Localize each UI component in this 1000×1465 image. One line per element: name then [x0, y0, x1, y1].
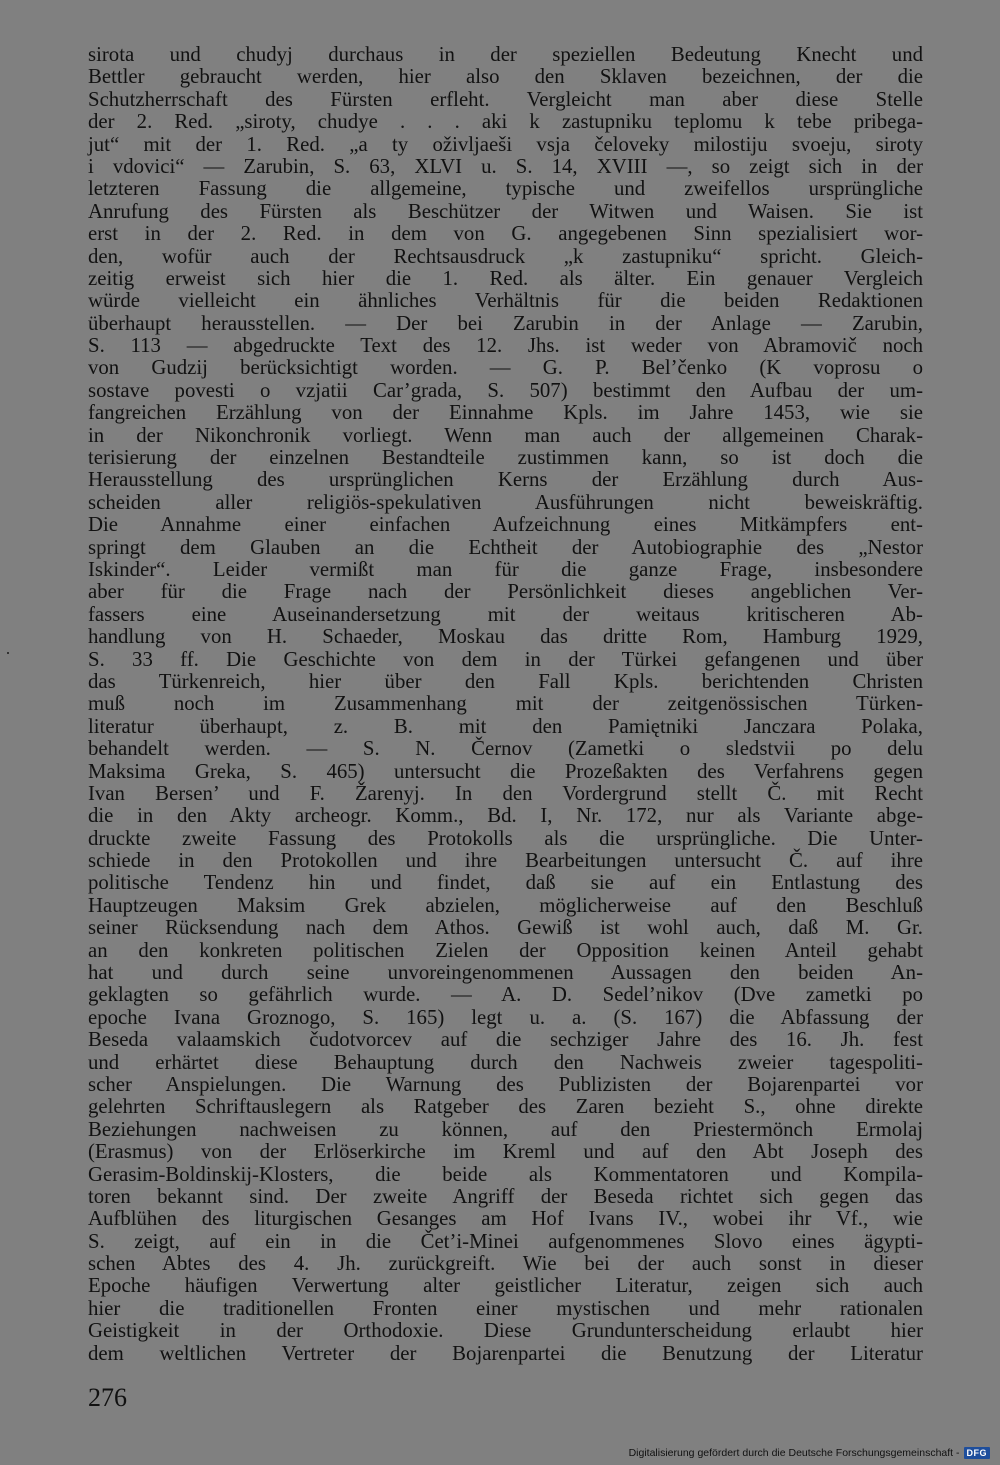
text-line: Herausstellung des ursprünglichen Kerns der Erzählung durch Aus-: [88, 468, 923, 492]
text-line: Die Annahme einer einfachen Aufzeichnung eines Mitkämpfers ent-: [88, 513, 923, 537]
dfg-logo-icon: DFG: [964, 1447, 991, 1459]
text-line: Maksima Greka, S. 465) untersucht die Prozeßakten des Verfahrens gegen: [88, 759, 923, 783]
text-line: Geistigkeit in der Orthodoxie. Diese Grundunterscheidung erlaubt hier: [88, 1319, 923, 1343]
text-line: jut“ mit der 1. Red. „a ty oživljaeši vsja čeloveky milostiju svoeju, siroty: [88, 132, 923, 156]
body-text: [88, 44, 923, 1365]
text-line: sostave povesti o vzjatii Car’grada, S. 507) bestimmt den Aufbau der um-: [88, 378, 923, 402]
text-line: zeitig erweist sich hier die 1. Red. als älter. Ein genauer Vergleich: [88, 266, 923, 290]
text-line: politische Tendenz hin und findet, daß sie auf ein Entlastung des: [88, 871, 923, 895]
text-line: das Türkenreich, hier über den Fall Kpls. berichtenden Christen: [88, 669, 923, 693]
text-line: Schutzherrschaft des Fürsten erfleht. Vergleicht man aber diese Stelle: [88, 87, 923, 111]
page-number: 276: [88, 1383, 127, 1412]
text-line: seiner Rücksendung nach dem Athos. Gewiß ist wohl auch, daß M. Gr.: [88, 916, 923, 940]
digitization-footer: [629, 1447, 990, 1459]
text-line: S. zeigt, auf ein in die Čet’i-Minei aufgenommenes Slovo eines ägypti-: [88, 1229, 923, 1253]
text-line: überhaupt herausstellen. — Der bei Zarubin in der Anlage — Zarubin,: [88, 311, 923, 335]
text-line: literatur überhaupt, z. B. mit den Pamiętniki Janczara Polaka,: [88, 714, 923, 738]
text-line: Gerasim-Boldinskij-Klosters, die beide als Kommentatoren und Kompila-: [88, 1162, 923, 1186]
text-line: dem weltlichen Vertreter der Bojarenpartei die Benutzung der Literatur: [88, 1341, 923, 1365]
text-line: Beseda valaamskich čudotvorcev auf die sechziger Jahre des 16. Jh. fest: [88, 1028, 923, 1052]
text-line: aber für die Frage nach der Persönlichkeit dieses angeblichen Ver-: [88, 580, 923, 604]
text-line: und erhärtet diese Behauptung durch den Nachweis zweier tagespoliti-: [88, 1050, 923, 1074]
text-line: die in den Akty archeogr. Komm., Bd. I, Nr. 172, nur als Variante abge-: [88, 804, 923, 828]
text-line: an den konkreten politischen Zielen der Opposition keinen Anteil gehabt: [88, 938, 923, 962]
text-line: toren bekannt sind. Der zweite Angriff der Beseda richtet sich gegen das: [88, 1184, 923, 1208]
text-line: den, wofür auch der Rechtsausdruck „k zastupniku“ spricht. Gleich-: [88, 244, 923, 268]
text-line: Beziehungen nachweisen zu können, auf den Priestermönch Ermolaj: [88, 1117, 923, 1141]
text-line: Iskinder“. Leider vermißt man für die ganze Frage, insbesondere: [88, 557, 923, 581]
text-line: erst in der 2. Red. in dem von G. angegebenen Sinn spezialisiert wor-: [88, 222, 923, 246]
text-line: hier die traditionellen Fronten einer mystischen und mehr rationalen: [88, 1296, 923, 1320]
text-line: sirota und chudyj durchaus in der speziellen Bedeutung Knecht und: [88, 43, 923, 66]
text-line: scher Anspielungen. Die Warnung des Publizisten der Bojarenpartei vor: [88, 1072, 923, 1096]
text-line: Hauptzeugen Maksim Grek abzielen, möglicherweise auf den Beschluß: [88, 893, 923, 917]
text-line: i vdovici“ — Zarubin, S. 63, XLVI u. S. 14, XVIII —, so zeigt sich in der: [88, 154, 923, 178]
footer-text: Digitalisierung gefördert durch die Deutsche Forschungsgemeinschaft -: [628, 1447, 960, 1459]
text-line: von Gudzij berücksichtigt worden. — G. P. Bel’čenko (K voprosu o: [88, 356, 923, 380]
text-line: handlung von H. Schaeder, Moskau das dritte Rom, Hamburg 1929,: [88, 625, 923, 649]
text-line: geklagten so gefährlich wurde. — A. D. Sedel’nikov (Dve zametki po: [88, 983, 923, 1007]
text-line: fangreichen Erzählung von der Einnahme Kpls. im Jahre 1453, wie sie: [88, 401, 923, 425]
text-line: gelehrten Schriftauslegern als Ratgeber des Zaren bezieht S., ohne direkte: [88, 1095, 923, 1119]
text-line: S. 113 — abgedruckte Text des 12. Jhs. ist weder von Abramovič noch: [88, 334, 923, 358]
text-line: Bettler gebraucht werden, hier also den Sklaven bezeichnen, der die: [88, 65, 923, 89]
text-line: terisierung der einzelnen Bestandteile zustimmen kann, so ist doch die: [88, 446, 923, 470]
text-line: würde vielleicht ein ähnliches Verhältnis für die beiden Redaktionen: [88, 289, 923, 313]
text-line: (Erasmus) von der Erlöserkirche im Kreml und auf den Abt Joseph des: [88, 1140, 923, 1164]
text-line: muß noch im Zusammenhang mit der zeitgenössischen Türken-: [88, 692, 923, 716]
text-line: schen Abtes des 4. Jh. zurückgreift. Wie bei der auch sonst in dieser: [88, 1252, 923, 1276]
text-line: druckte zweite Fassung des Protokolls als die ursprüngliche. Die Unter-: [88, 826, 923, 850]
text-line: letzteren Fassung die allgemeine, typische und zweifellos ursprüngliche: [88, 177, 923, 201]
text-line: schiede in den Protokollen und ihre Bearbeitungen untersucht Č. auf ihre: [88, 849, 923, 873]
text-line: behandelt werden. — S. N. Černov (Zametki o sledstvii po delu: [88, 737, 923, 761]
text-line: Epoche häufigen Verwertung alter geistlicher Literatur, zeigen sich auch: [88, 1274, 923, 1298]
text-line: der 2. Red. „siroty, chudye . . . aki k zastupniku teplomu k tebe pribega-: [88, 110, 923, 134]
text-line: S. 33 ff. Die Geschichte von dem in der Türkei gefangenen und über: [88, 647, 923, 671]
text-line: springt dem Glauben an die Echtheit der Autobiographie des „Nestor: [88, 535, 923, 559]
text-line: fassers eine Auseinandersetzung mit der weitaus kritischeren Ab-: [88, 602, 923, 626]
text-line: Aufblühen des liturgischen Gesanges am Hof Ivans IV., wobei ihr Vf., wie: [88, 1207, 923, 1231]
margin-mark: [7, 652, 9, 654]
text-line: epoche Ivana Groznogo, S. 165) legt u. a. (S. 167) die Abfassung der: [88, 1005, 923, 1029]
text-line: hat und durch seine unvoreingenommenen Aussagen den beiden An-: [88, 961, 923, 985]
text-line: in der Nikonchronik vorliegt. Wenn man auch der allgemeinen Charak-: [88, 423, 923, 447]
text-line: scheiden aller religiös-spekulativen Ausführungen nicht beweiskräftig.: [88, 490, 923, 514]
text-line: Ivan Bersen’ und F. Žarenyj. In den Vordergrund stellt Č. mit Recht: [88, 781, 923, 805]
text-line: Anrufung des Fürsten als Beschützer der Witwen und Waisen. Sie ist: [88, 199, 923, 223]
